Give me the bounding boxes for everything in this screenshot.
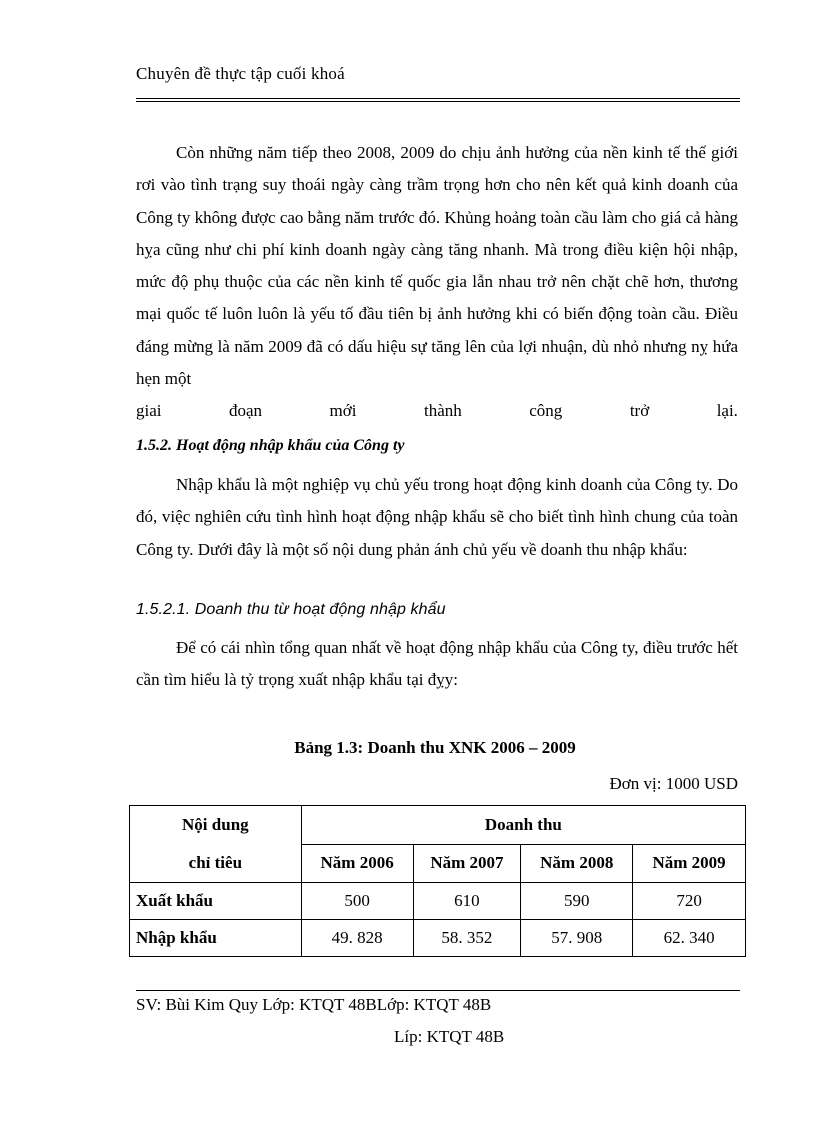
header-title: Chuyên đề thực tập cuối khoá: [136, 64, 345, 83]
header-year: Năm 2008: [521, 844, 633, 883]
table-cell: 610: [413, 883, 521, 920]
paragraph-2: Nhập khẩu là một nghiệp vụ chủ yếu trong hoạt động kinh doanh của Công ty. Do đó, việc nghiên cứu tình hình hoạt động nhập khẩu sẽ cho biết tình hình chung của toàn Công ty. Dưới đây là một số nội dung phản ánh chủ yếu về doanh thu nhập khẩu:: [136, 475, 738, 559]
table-cell: 590: [521, 883, 633, 920]
paragraph-3: Để có cái nhìn tổng quan nhất về hoạt động nhập khẩu của Công ty, điều trước hết cần tìm hiểu là tỷ trọng xuất nhập khẩu tại đỵy:: [136, 638, 738, 690]
header-year: Năm 2007: [413, 844, 521, 883]
word: lại.: [716, 401, 738, 421]
table-cell: 58. 352: [413, 920, 521, 957]
revenue-table: [129, 805, 746, 957]
word: mới: [329, 401, 357, 421]
table-caption: Bảng 1.3: Doanh thu XNK 2006 – 2009: [294, 738, 576, 757]
header-year: Năm 2009: [633, 844, 746, 883]
header-noidung-line2: chỉ tiêu: [188, 853, 243, 872]
table-row: [130, 920, 746, 957]
word: công: [529, 401, 563, 421]
section-heading-1-5-2-1: 1.5.2.1. Doanh thu từ hoạt động nhập khẩu: [136, 601, 446, 618]
table-cell: 49. 828: [301, 920, 413, 957]
footer-rule: [136, 990, 740, 991]
row-label: Nhập khẩu: [130, 920, 302, 957]
header-rule: [136, 98, 740, 102]
section-heading-1-5-2: 1.5.2. Hoạt động nhập khẩu của Công ty: [136, 437, 405, 454]
header-noidung-line1: Nội dung: [182, 815, 249, 834]
table-cell: 500: [301, 883, 413, 920]
header-year: Năm 2006: [301, 844, 413, 883]
table-cell: 62. 340: [633, 920, 746, 957]
footer-student-info: SV: Bùi Kim Quy Lớp: KTQT 48BLớp: KTQT 48B: [136, 995, 492, 1014]
paragraph-1: [136, 137, 738, 428]
word: đoạn: [229, 401, 263, 421]
paragraph-1-text: Còn những năm tiếp theo 2008, 2009 do chịu ảnh hưởng của nền kinh tế thế giới rơi vào tình trạng suy thoái ngày càng trầm trọng hơn cho nên kết quả kinh doanh của Công ty không được cao bằng năm trước đó. Khủng hoảng toàn cầu làm cho giá cả hàng hỵa cũng như chi phí kinh doanh ngày càng tăng nhanh. Mà trong điều kiện hội nhập, mức độ phụ thuộc của các nền kinh tế quốc gia lẫn nhau trở nên chặt chẽ hơn, thương mại quốc tế luôn luôn là yếu tố đầu tiên bị ảnh hưởng khi có biến động toàn cầu. Điều đáng mừng là năm 2009 đã có dấu hiệu sự tăng lên của lợi nhuận, dù nhỏ nhưng nỵ hứa hẹn một: [136, 143, 738, 389]
header-noidung: [130, 806, 302, 883]
word: thành: [423, 401, 462, 421]
header-doanhthu: Doanh thu: [301, 806, 745, 845]
footer-class-info: Líp: KTQT 48B: [394, 1027, 505, 1046]
table-row: [130, 883, 746, 920]
row-label: Xuất khẩu: [130, 883, 302, 920]
table-cell: 720: [633, 883, 746, 920]
table-cell: 57. 908: [521, 920, 633, 957]
word: giai: [136, 401, 162, 421]
word: trở: [629, 401, 650, 421]
table-unit: Đơn vị: 1000 USD: [609, 774, 738, 793]
paragraph-1-last-line: [136, 395, 738, 427]
